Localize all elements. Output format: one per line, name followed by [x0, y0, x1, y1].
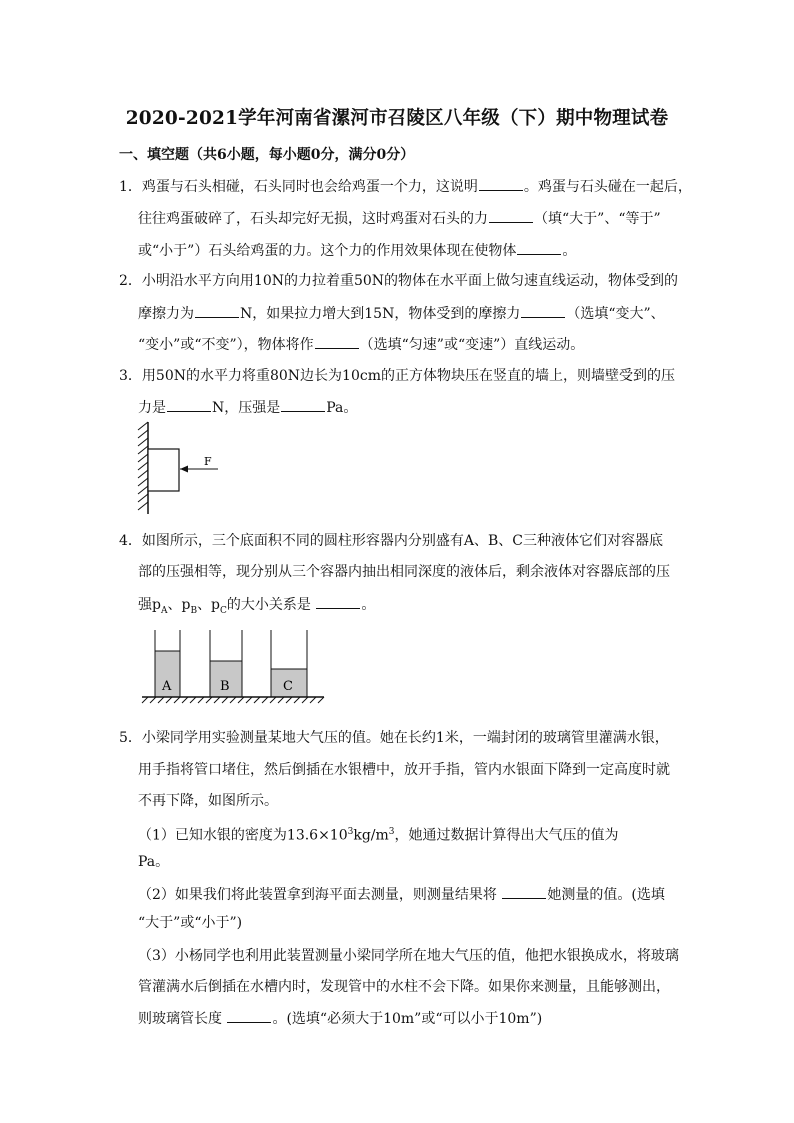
q2-text: （选填“匀速”或“变速”）直线运动。 — [359, 337, 585, 353]
q5-line2: 用手指将管口堵住，然后倒插在水银槽中，放开手指，管内水银面下降到一定高度时就 — [138, 762, 670, 778]
q5-part3-line2: 管灌满水后倒插在水槽内时，发现管中的水柱不会下降。如果你来测量，且能够测出， — [138, 979, 670, 995]
q5-text: 她测量的值。(选填 — [547, 887, 665, 903]
q5-part1-line1 — [138, 823, 619, 845]
wall-block-figure — [130, 420, 230, 516]
q2-text: （选填“变大”、 — [566, 306, 665, 322]
q5-part3-line3 — [138, 1009, 542, 1028]
q5-text: ，她通过数据计算得出大气压的值为 — [394, 827, 619, 844]
q2-line3 — [138, 335, 584, 354]
label-b: B — [220, 679, 230, 694]
q4-line3 — [138, 595, 375, 620]
q1-line3 — [138, 241, 576, 260]
q3-line2 — [138, 398, 357, 417]
q2-line1: 2．小明沿水平方向用10N的力拉着重50N的物体在水平面上做匀速直线运动，物体受到的 — [119, 273, 679, 289]
q2-text: 摩擦力为 — [138, 306, 194, 322]
label-c: C — [283, 679, 293, 694]
q1-line1 — [119, 177, 692, 196]
q1-text: 。 — [562, 243, 577, 259]
answer-blank[interactable] — [502, 885, 546, 899]
q1-text: 或“小于”）石头给鸡蛋的力。这个力的作用效果体现在使物体 — [138, 243, 517, 259]
q2-text: “变小”或“不变”），物体将作 — [138, 337, 314, 353]
q5-part2-line2: “大于”或“小于”) — [138, 915, 243, 931]
answer-blank[interactable] — [315, 335, 359, 349]
answer-blank[interactable] — [521, 304, 565, 318]
q5-text: （2）如果我们将此装置拿到海平面去测量，则测量结果将 — [138, 887, 497, 903]
q5-part3-line1: （3）小杨同学也利用此装置测量小梁同学所在地大气压的值，他把水银换成水，将玻璃 — [138, 948, 679, 964]
q3-text: 力是 — [138, 400, 166, 416]
answer-blank[interactable] — [281, 398, 325, 412]
q1-line2 — [138, 209, 661, 228]
superscript: 3 — [388, 827, 395, 837]
q2-line2 — [138, 304, 665, 323]
block — [148, 449, 179, 491]
q3-line1: 3．用50N的水平力将重80N边长为10cm的正方体物块压在竖直的墙上，则墙壁受到的压 — [119, 368, 675, 384]
wall-hatching — [138, 422, 148, 510]
q3-text: Pa。 — [326, 400, 358, 416]
section-heading: 一、填空题（共6小题，每小题0分，满分0分） — [119, 147, 415, 163]
q5-part1-line2: Pa。 — [138, 854, 170, 870]
q5-part2-line1 — [138, 885, 665, 904]
force-label: F — [204, 455, 212, 468]
q5-line1: 5．小梁同学用实验测量某地大气压的值。她在长约1米，一端封闭的玻璃管里灌满水银， — [119, 730, 669, 746]
q3-text: N，压强是 — [212, 400, 281, 416]
label-a: A — [162, 679, 172, 694]
q4-line2: 部的压强相等，现分别从三个容器内抽出相同深度的液体后，剩余液体对容器底部的压 — [138, 564, 670, 580]
answer-blank[interactable] — [227, 1009, 271, 1023]
answer-blank[interactable] — [167, 398, 211, 412]
subscript: B — [190, 605, 198, 616]
ground-hatching — [142, 697, 324, 703]
q2-text: N，如果拉力增大到15N，物体受到的摩擦力 — [240, 306, 521, 322]
q4-text: 、p — [197, 597, 221, 613]
page-title: 2020-2021学年河南省漯河市召陵区八年级（下）期中物理试卷 — [125, 108, 669, 129]
q4-text: 的大小关系是 — [226, 597, 311, 613]
q4-text: 。 — [361, 597, 376, 613]
subscript: C — [220, 605, 227, 616]
q4-text: 强p — [138, 597, 161, 613]
q1-text: 1．鸡蛋与石头相碰，石头同时也会给鸡蛋一个力，这说明 — [119, 179, 478, 195]
q5-line3: 不再下降，如图所示。 — [138, 793, 278, 809]
answer-blank[interactable] — [479, 177, 523, 191]
q4-text: 、p — [167, 597, 191, 613]
q4-line1: 4．如图所示，三个底面积不同的圆柱形容器内分别盛有A、B、C三种液体它们对容器底 — [119, 533, 664, 549]
q1-text: 。鸡蛋与石头碰在一起后， — [523, 179, 692, 195]
answer-blank[interactable] — [489, 209, 533, 223]
superscript: 3 — [347, 827, 354, 837]
answer-blank[interactable] — [517, 241, 561, 255]
q5-text: 。(选填“必须大于10m”或“可以小于10m”) — [272, 1011, 543, 1027]
q5-text: 则玻璃管长度 — [138, 1011, 222, 1027]
force-arrowhead — [180, 466, 188, 473]
q5-text: （1）已知水银的密度为13.6×10 — [138, 827, 348, 844]
answer-blank[interactable] — [316, 595, 360, 609]
q5-text: kg/m — [353, 827, 389, 844]
q1-text: 往往鸡蛋破碎了，石头却完好无损，这时鸡蛋对石头的力 — [138, 211, 488, 227]
subscript: A — [160, 605, 168, 616]
answer-blank[interactable] — [195, 304, 239, 318]
containers-figure — [140, 626, 340, 706]
q1-text: （填“大于”、“等于” — [534, 211, 661, 227]
